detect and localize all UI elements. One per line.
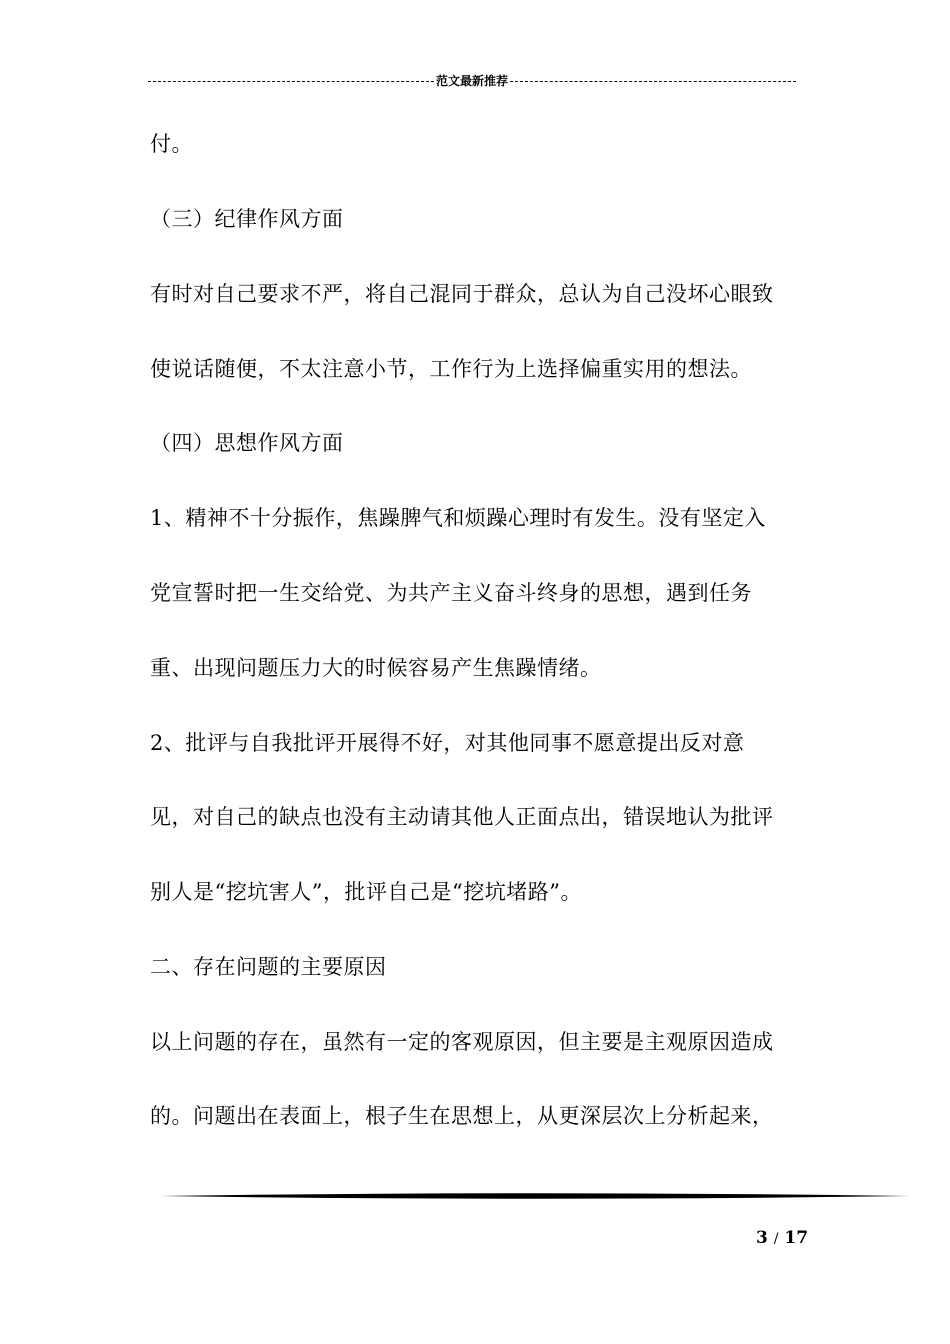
- body-line: 使说话随便，不太注意小节，工作行为上选择偏重实用的想法。: [150, 357, 752, 381]
- body-line: 1、精神不十分振作，焦躁脾气和烦躁心理时有发生。没有坚定入: [150, 506, 766, 530]
- body-line: 见，对自己的缺点也没有主动请其他人正面点出，错误地认为批评: [150, 805, 774, 829]
- body-line: 付。: [150, 132, 193, 156]
- section-heading: （三）纪律作风方面: [150, 207, 344, 231]
- body-line: 别人是“挖坑害人”，批评自己是“挖坑堵路”。: [150, 880, 582, 904]
- page-total: 17: [784, 1228, 809, 1248]
- body-line: 有时对自己要求不严，将自己混同于群众，总认为自己没坏心眼致: [150, 282, 774, 306]
- body-line: 的。问题出在表面上，根子生在思想上，从更深层次上分析起来，: [150, 1104, 774, 1128]
- page-header: [148, 70, 796, 90]
- body-line: 2、批评与自我批评开展得不好，对其他同事不愿意提出反对意: [150, 731, 745, 755]
- body-line: 重、出现问题压力大的时候容易产生焦躁情绪。: [150, 656, 602, 680]
- footer-divider: [160, 1192, 910, 1200]
- header-dash-left: [148, 81, 434, 82]
- page-current: 3: [756, 1228, 768, 1248]
- header-dash-right: [510, 81, 796, 82]
- section-heading: 二、存在问题的主要原因: [150, 955, 387, 979]
- page-number: [756, 1228, 808, 1248]
- body-line: 党宣誓时把一生交给党、为共产主义奋斗终身的思想，遇到任务: [150, 581, 752, 605]
- body-line: 以上问题的存在，虽然有一定的客观原因，但主要是主观原因造成: [150, 1030, 774, 1054]
- header-title: 范文最新推荐: [436, 73, 509, 88]
- page-separator: /: [773, 1231, 779, 1247]
- section-heading: （四）思想作风方面: [150, 431, 344, 455]
